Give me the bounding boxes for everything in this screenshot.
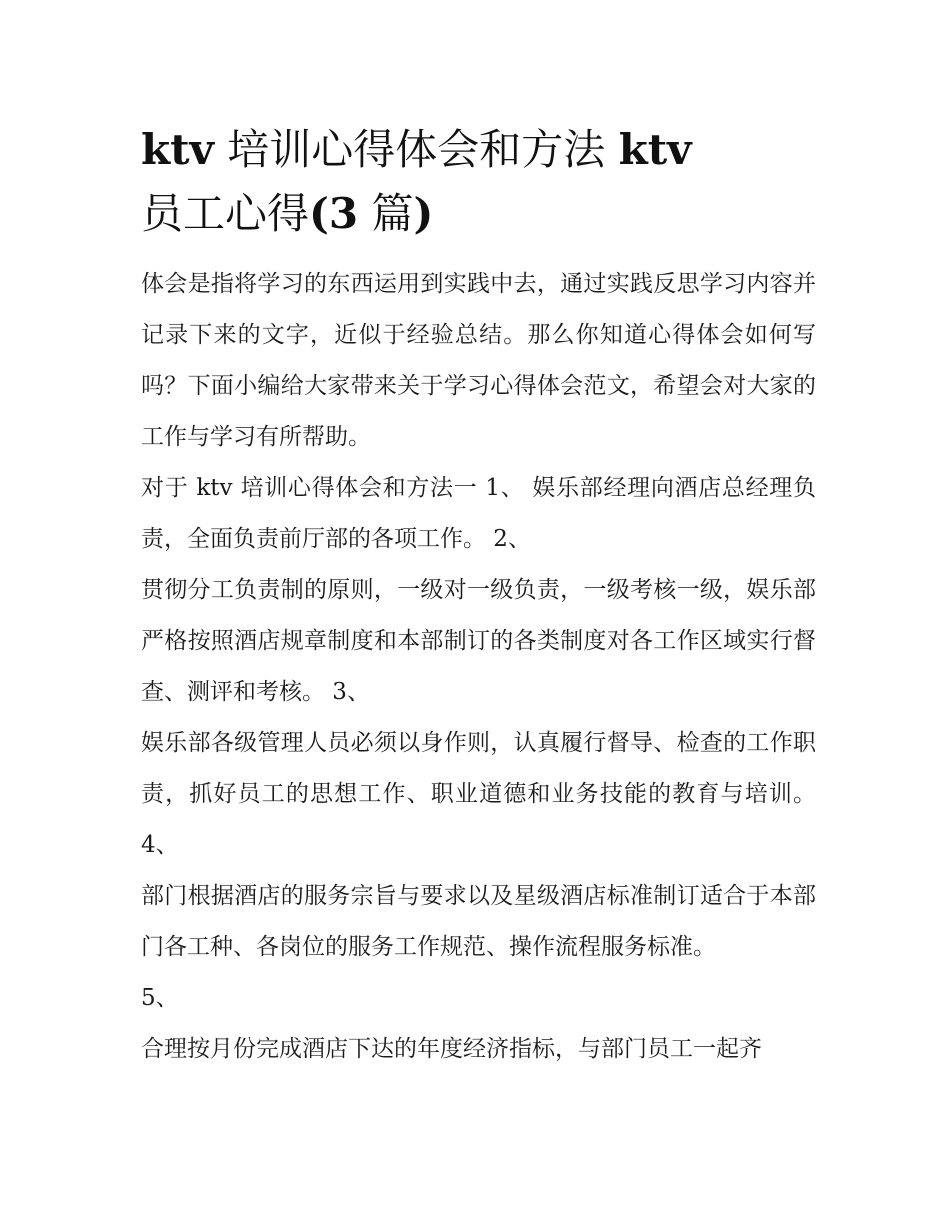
document-title [141, 118, 816, 246]
document-body [141, 118, 816, 1075]
paragraph-item-2: 贯彻分工负责制的原则，一级对一级负责，一级考核一级，娱乐部严格按照酒店规章制度和本部制订的各类制度对各工作区域实行督查、测评和考核。 3、 [141, 577, 816, 705]
title-part-7: ) [413, 189, 434, 238]
title-part-6: 篇 [358, 189, 414, 238]
paragraph-item-1: 对于 ktv 培训心得体会和方法一 1、 娱乐部经理向酒店总经理负责，全面负责前厅部的各项工作。 2、 [141, 475, 816, 552]
paragraph-item-5-number: 5、 [141, 985, 179, 1011]
paragraph-intro: 体会是指将学习的东西运用到实践中去，通过实践反思学习内容并记录下来的文字，近似于经验总结。那么你知道心得体会如何写吗？下面小编给大家带来关于学习心得体会范文，希望会对大家的工作与学习有所帮助。 [141, 271, 816, 450]
title-part-1: ktv [141, 125, 214, 174]
paragraph-item-5: 合理按月份完成酒店下达的年度经济指标，与部门员工一起齐 [141, 1036, 762, 1062]
paragraph-item-4: 部门根据酒店的服务宗旨与要求以及星级酒店标准制订适合于本部门各工种、各岗位的服务工作规范、操作流程服务标准。 [141, 883, 816, 960]
title-part-4: 员工心得 [141, 189, 310, 238]
paragraph-item-3: 娱乐部各级管理人员必须以身作则，认真履行督导、检查的工作职责，抓好员工的思想工作、职业道德和业务技能的教育与培训。 4、 [141, 730, 816, 858]
title-part-3: ktv [618, 125, 692, 174]
title-part-2: 培训心得体会和方法 [213, 125, 619, 174]
title-part-5: (3 [309, 189, 359, 238]
